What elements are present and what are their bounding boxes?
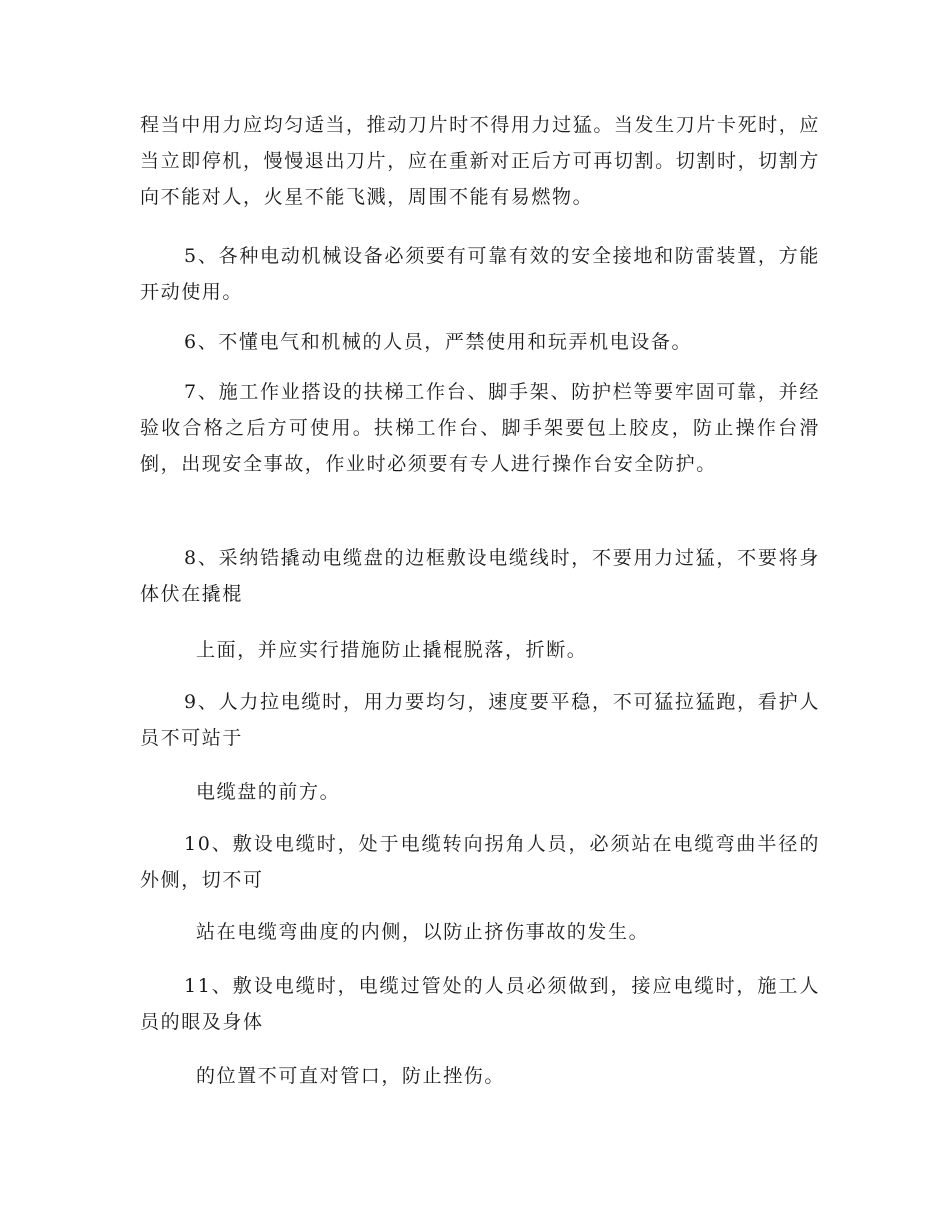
paragraph-item-8 bbox=[140, 540, 820, 612]
paragraph-text: 电缆盘的前方。 bbox=[196, 781, 341, 803]
paragraph-item-9 bbox=[140, 684, 820, 756]
paragraph-text: 的位置不可直对管口，防止挫伤。 bbox=[196, 1065, 506, 1087]
paragraph-text: 上面，并应实行措施防止撬棍脱落，折断。 bbox=[196, 639, 588, 661]
paragraph-text: 7、施工作业搭设的扶梯工作台、脚手架、防护栏等要牢固可靠，并经验收合格之后方可使用。扶梯工作台、脚手架要包上胶皮，防止操作台滑倒，出现安全事故，作业时必须要有专人进行操作台安全防护。 bbox=[140, 381, 820, 475]
paragraph-text: 6、不懂电气和机械的人员，严禁使用和玩弄机电设备。 bbox=[184, 331, 693, 353]
paragraph-item-10-continuation bbox=[140, 914, 820, 950]
paragraph-text: 8、采纳锆撬动电缆盘的边框敷设电缆线时，不要用力过猛，不要将身体伏在撬棍 bbox=[140, 547, 820, 605]
paragraph-item-9-continuation bbox=[140, 774, 820, 810]
paragraph-item-11 bbox=[140, 968, 820, 1040]
paragraph-item-8-continuation bbox=[140, 632, 820, 668]
paragraph-item-11-continuation bbox=[140, 1058, 820, 1094]
paragraph-text: 10、敷设电缆时，处于电缆转向拐角人员，必须站在电缆弯曲半径的外侧，切不可 bbox=[140, 833, 820, 891]
paragraph-item-10 bbox=[140, 826, 820, 898]
paragraph-item-5 bbox=[140, 238, 820, 310]
paragraph-text: 11、敷设电缆时，电缆过管处的人员必须做到，接应电缆时，施工人员的眼及身体 bbox=[140, 975, 820, 1033]
paragraph-item-7 bbox=[140, 374, 820, 482]
paragraph-text: 站在电缆弯曲度的内侧，以防止挤伤事故的发生。 bbox=[196, 921, 650, 943]
paragraph-text: 程当中用力应均匀适当，推动刀片时不得用力过猛。当发生刀片卡死时，应当立即停机，慢慢退出刀片，应在重新对正后方可再切割。切割时，切割方向不能对人，火星不能飞溅，周围不能有易燃物。 bbox=[140, 114, 820, 208]
paragraph-text: 9、人力拉电缆时，用力要均匀，速度要平稳，不可猛拉猛跑，看护人员不可站于 bbox=[140, 691, 820, 749]
paragraph-cutting-continuation bbox=[140, 107, 820, 215]
paragraph-item-6 bbox=[140, 324, 820, 360]
paragraph-text: 5、各种电动机械设备必须要有可靠有效的安全接地和防雷装置，方能开动使用。 bbox=[140, 245, 820, 303]
